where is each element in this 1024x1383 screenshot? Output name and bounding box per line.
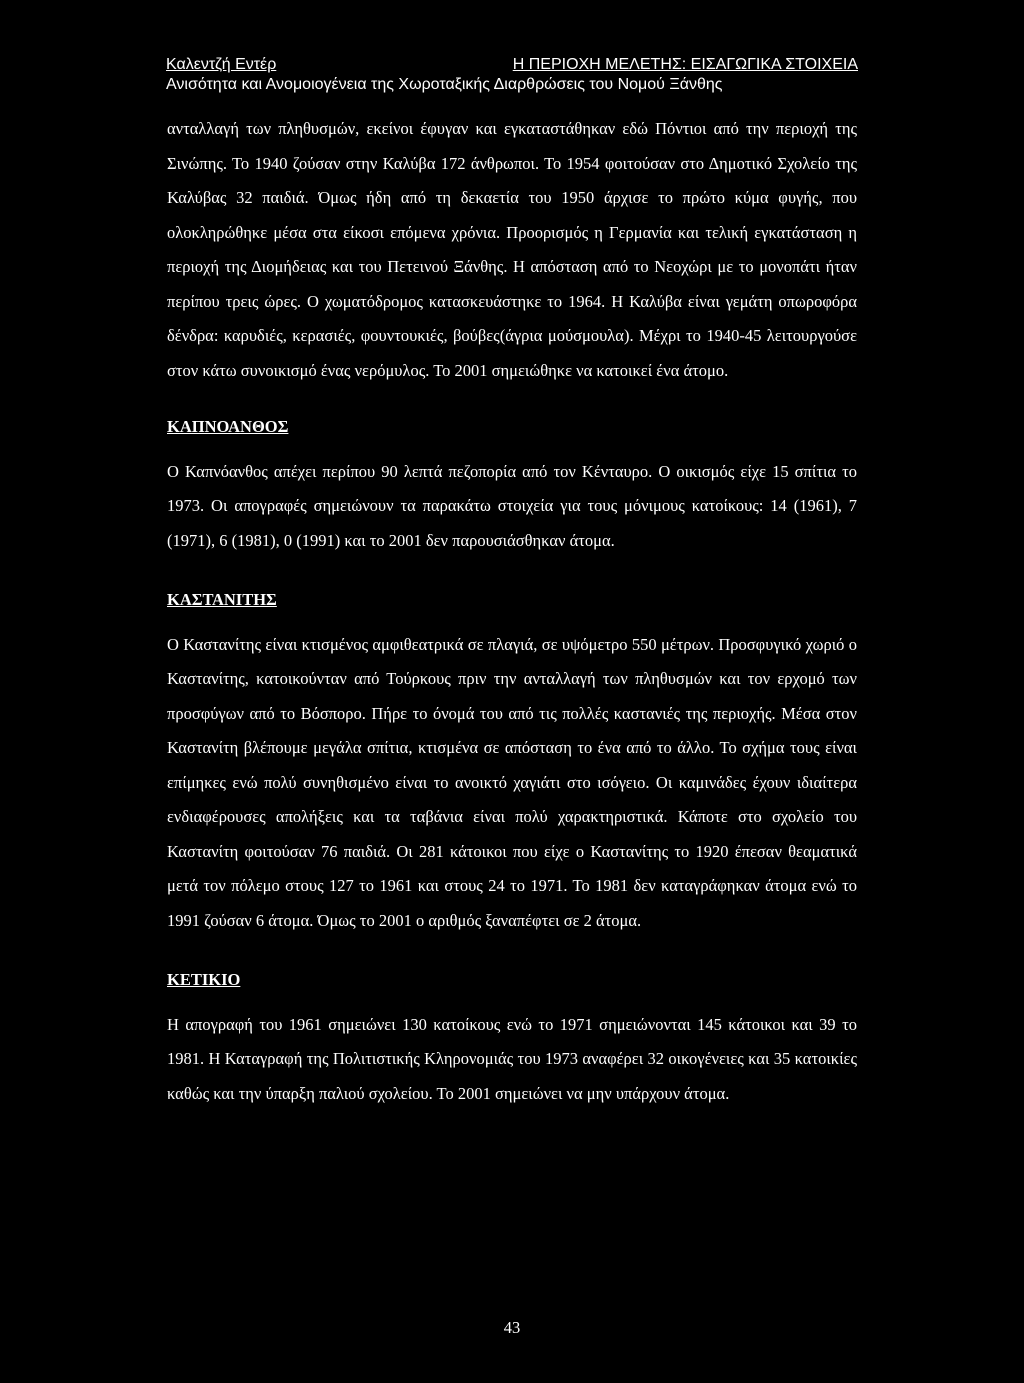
page-number: 43 [503,1318,521,1337]
header-author: Καλεντζή Εντέρ [166,56,277,73]
intro-paragraph: ανταλλαγή των πληθυσμών, εκείνοι έφυγαν και εγκαταστάθηκαν εδώ Πόντιοι από την περιοχή της Σινώπης. Το 1940 ζούσαν στην Καλύβα 172 άνθρωποι. Το 1954 φοιτούσαν στο Δημοτικό Σχολείο της Καλύβας 32 παιδιά. Όμως ήδη από τη δεκαετία του 1950 άρχισε το πρώτο κύμα φυγής, που ολοκληρώθηκε μέσα στα είκοσι επόμενα χρόνια. Προορισμός η Γερμανία και τελική εγκατάσταση η περιοχή της Διομήδειας και του Πετεινού Ξάνθης. Η απόσταση από το Νεοχώρι με το μονοπάτι ήταν περίπου τρεις ώρες. Ο χωματόδρομος κατασκευάστηκε το 1964. Η Καλύβα είναι γεμάτη οπωροφόρα δένδρα: καρυδιές, κερασιές, φουντουκιές, βούβες(άγρια μούσμουλα). Μέχρι το 1940-45 λειτουργούσε στον κάτω συνοικισμό ένας νερόμυλος. Το 2001 σημειώθηκε να κατοικεί ένα άτομο. [167,119,857,380]
section-heading-kapnoanthos: ΚΑΠΝΟΑΝΘΟΣ [167,417,289,436]
section-heading-kastanitis: ΚΑΣΤΑΝΙΤΗΣ [167,590,277,609]
section-text-kapnoanthos: Ο Καπνόανθος απέχει περίπου 90 λεπτά πεζοπορία από τον Κένταυρο. Ο οικισμός είχε 15 σπίτια το 1973. Οι απογραφές σημειώνουν τα παρακάτω στοιχεία για τους μόνιμους κατοίκους: 14 (1961), 7 (1971), 6 (1981), 0 (1991) και το 2001 δεν παρουσιάσθηκαν άτομα. [167,461,857,550]
section-heading-ketikio: ΚΕΤΙΚΙΟ [167,970,241,989]
header-chapter-title: Η ΠΕΡΙΟΧΗ ΜΕΛΕΤΗΣ: ΕΙΣΑΓΩΓΙΚΑ ΣΤΟΙΧΕΙΑ [512,56,858,73]
header-subtitle: Ανισότητα και Ανομοιογένεια της Χωροταξικής Διαρθρώσεις του Νομού Ξάνθης [166,76,723,93]
section-text-kastanitis: Ο Καστανίτης είναι κτισμένος αμφιθεατρικά σε πλαγιά, σε υψόμετρο 550 μέτρων. Προσφυγικό χωριό ο Καστανίτης, κατοικούνταν από Τούρκους πριν την ανταλλαγή των πληθυσμών και τον ερχομό των προσφύγων από το Βόσπορο. Πήρε το όνομά του από τις πολλές καστανιές της περιοχής. Μέσα στον Καστανίτη βλέπουμε μεγάλα σπίτια, κτισμένα σε απόσταση το ένα από το άλλο. Το σχήμα τους είναι επίμηκες ενώ πολύ συνηθισμένο είναι το ανοικτό χαγιάτι στο ισόγειο. Οι καμινάδες έχουν ιδιαίτερα ενδιαφέρουσες απολήξεις και τα ταβάνια είναι πολύ χαρακτηριστικά. Κάποτε στο σχολείο του Καστανίτη φοιτούσαν 76 παιδιά. Οι 281 κάτοικοι που είχε ο Καστανίτης το 1920 έπεσαν θεαματικά μετά τον πόλεμο στους 127 το 1961 και στους 24 το 1971. Το 1981 δεν καταγράφηκαν άτομα ενώ το 1991 ζούσαν 6 άτομα. Όμως το 2001 ο αριθμός ξαναπέφτει σε 2 άτομα. [167,634,857,930]
section-text-ketikio: Η απογραφή του 1961 σημειώνει 130 κατοίκους ενώ το 1971 σημειώνονται 145 κάτοικοι και 39 το 1981. Η Καταγραφή της Πολιτιστικής Κληρονομιάς του 1973 αναφέρει 32 οικογένειες και 35 κατοικίες καθώς και την ύπαρξη παλιού σχολείου. Το 2001 σημειώνει να μην υπάρχουν άτομα. [167,1014,857,1103]
header-top-row [166,55,858,75]
page-body [167,112,857,1136]
running-header [166,55,858,95]
